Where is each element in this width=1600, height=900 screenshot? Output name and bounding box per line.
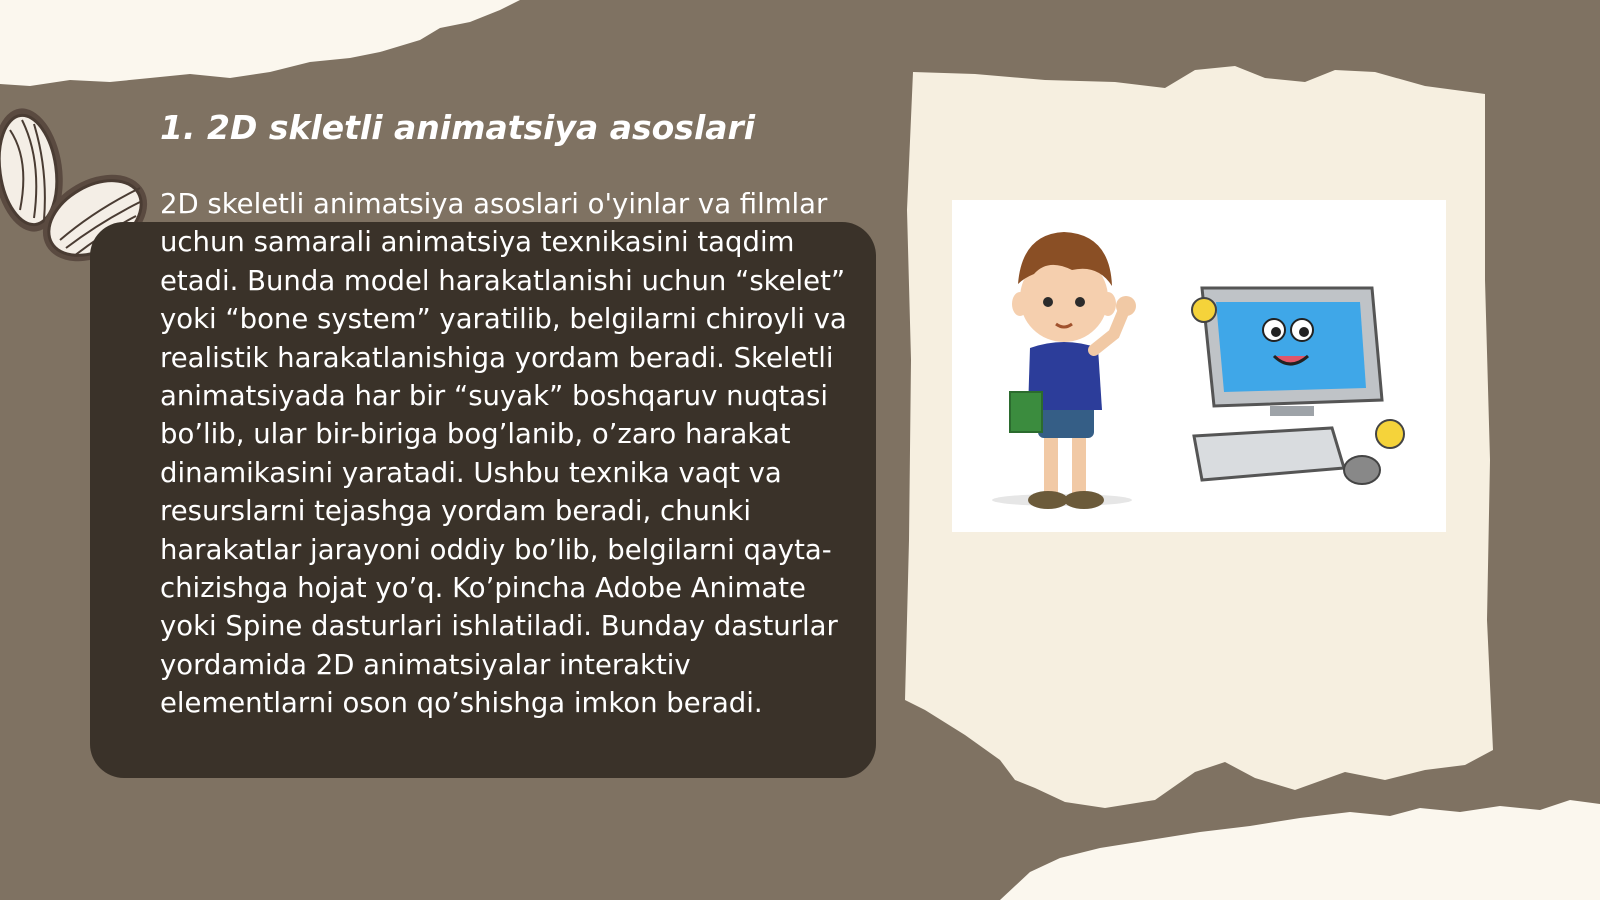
boy-and-computer-illustration [952,200,1446,532]
computer-character-icon [1192,288,1404,484]
boy-character-icon [992,232,1136,509]
slide-body-text: 2D skeletli animatsiya asoslari o'yinlar va filmlar uchun samarali animatsiya texnikasini taqdim etadi. Bunda model harakatlanishi uchun “skelet” yoki “bone system” yaratilib, belgilarni chiroyli va realistik harakatlanishiga yordam beradi. Skeletli animatsiyada har bir “suyak” boshqaruv nuqtasi bo’lib, ular bir-biriga bog’lanib, o’zaro harakat dinamikasini yaratadi. Ushbu texnika vaqt va resurslarni tejashga yordam beradi, chunki harakatlar jarayoni oddiy bo’lib, belgilarni qayta-chizishga hojat yo’q. Ko’pincha Adobe Animate yoki Spine dasturlari ishlatiladi. Bunday dasturlar yordamida 2D animatsiyalar interaktiv elementlarni oson qo’shishga imkon beradi. [160,188,847,720]
slide-title: 1. 2D skletli animatsiya asoslari [160,108,756,147]
